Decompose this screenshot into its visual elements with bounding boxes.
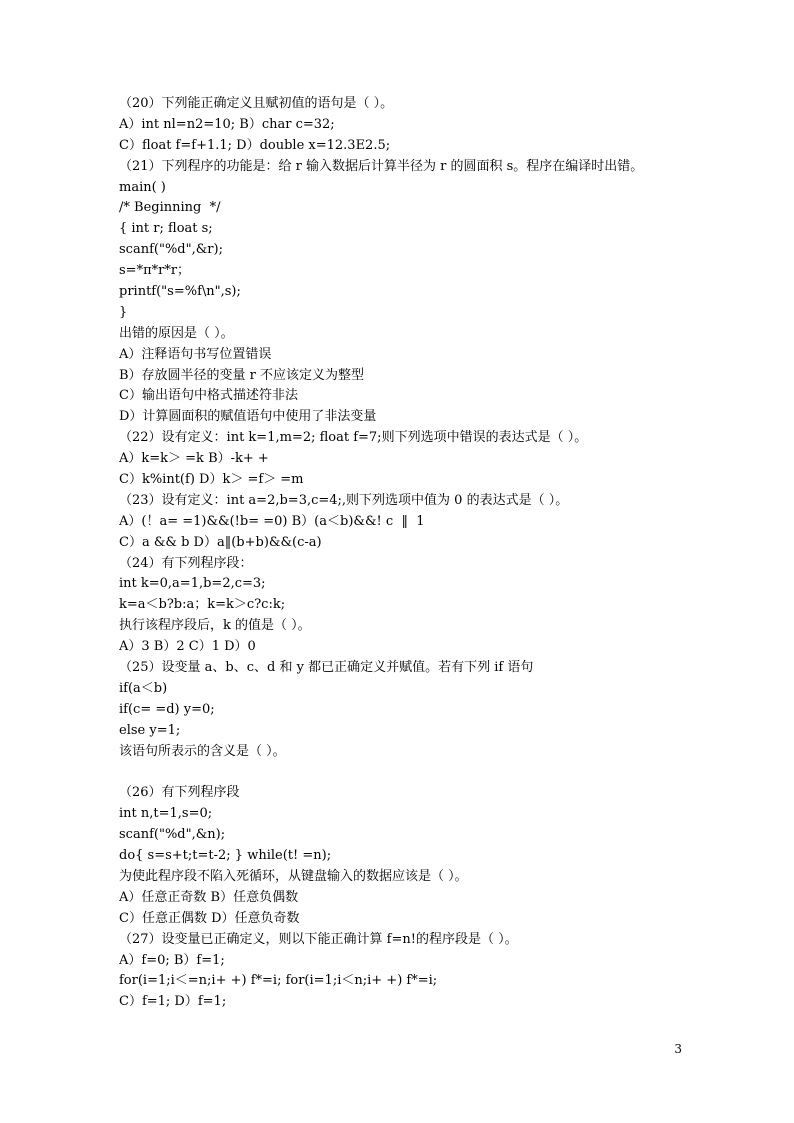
text-line: C）输出语句中格式描述符非法 bbox=[119, 388, 298, 404]
text-line: C）任意正偶数 D）任意负奇数 bbox=[119, 910, 300, 926]
text-line: （24）有下列程序段： bbox=[119, 555, 253, 571]
page-number: 3 bbox=[674, 1042, 682, 1056]
text-line: A）k=k＞ =k B）-k+ + bbox=[119, 451, 269, 467]
text-line: A）(！a= =1)&&(!b= =0) B）(a＜b)&&! c ‖ 1 bbox=[119, 513, 425, 529]
page-content bbox=[119, 94, 699, 1013]
text-line: （25）设变量 a、b、c、d 和 y 都已正确定义并赋值。若有下列 if 语句 bbox=[119, 660, 534, 676]
text-line: { int r; float s; bbox=[119, 221, 213, 237]
text-line: D）计算圆面积的赋值语句中使用了非法变量 bbox=[119, 409, 377, 425]
text-line: B）存放圆半径的变量 r 不应该定义为整型 bbox=[119, 367, 365, 383]
text-line: k=a＜b?b:a；k=k＞c?c:k; bbox=[119, 597, 286, 613]
text-line: scanf("%d",&n); bbox=[119, 827, 226, 843]
text-line: 执行该程序段后，k 的值是（ ）。 bbox=[119, 618, 311, 634]
text-line: s=*π*r*r； bbox=[119, 263, 191, 279]
text-line: 出错的原因是（ ）。 bbox=[119, 325, 234, 341]
text-line bbox=[119, 763, 699, 784]
text-line: } bbox=[119, 304, 128, 320]
text-line: C）f=1; D）f=1; bbox=[119, 994, 227, 1010]
text-line: （23）设有定义：int a=2,b=3,c=4;,则下列选项中值为 0 的表达式是（ ）。 bbox=[119, 492, 569, 508]
text-line: （26）有下列程序段 bbox=[119, 785, 240, 801]
text-line: C）a && b D）a‖(b+b)&&(c-a) bbox=[119, 534, 322, 550]
text-line: C）k%int(f) D）k＞ =f＞ =m bbox=[119, 472, 304, 488]
text-line: （27）设变量已正确定义，则以下能正确计算 f=n!的程序段是（ ）。 bbox=[119, 931, 518, 947]
text-line: int k=0,a=1,b=2,c=3; bbox=[119, 576, 266, 592]
text-line: /* Beginning */ bbox=[119, 200, 221, 216]
text-line: printf("s=%f\n",s); bbox=[119, 284, 241, 300]
text-line: （21）下列程序的功能是：给 r 输入数据后计算半径为 r 的圆面积 s。程序在编译时出错。 bbox=[119, 158, 644, 174]
text-line: for(i=1;i＜=n;i+ +) f*=i; for(i=1;i＜n;i+ +) f*=i; bbox=[119, 973, 438, 989]
text-line: if(c= =d) y=0; bbox=[119, 701, 215, 717]
text-line: scanf("%d",&r); bbox=[119, 242, 223, 258]
text-line: if(a＜b) bbox=[119, 680, 168, 696]
text-line: （22）设有定义：int k=1,m=2; float f=7;则下列选项中错误的表达式是（ ）。 bbox=[119, 430, 588, 446]
text-line: main( ) bbox=[119, 179, 166, 195]
text-line: A）任意正奇数 B）任意负偶数 bbox=[119, 889, 299, 905]
text-line: int n,t=1,s=0; bbox=[119, 806, 213, 822]
text-line: else y=1; bbox=[119, 722, 181, 738]
text-line: 该语句所表示的含义是（ ）。 bbox=[119, 743, 286, 759]
text-line: do{ s=s+t;t=t-2; } while(t! =n); bbox=[119, 848, 332, 864]
text-line: A）3 B）2 C）1 D）0 bbox=[119, 639, 256, 655]
text-line: （20）下列能正确定义且赋初值的语句是（ ）。 bbox=[119, 96, 394, 111]
text-line: 为使此程序段不陷入死循环，从键盘输入的数据应该是（ ）。 bbox=[119, 868, 468, 884]
text-line: A）int nl=n2=10; B）char c=32; bbox=[119, 116, 335, 132]
text-line: A）f=0; B）f=1; bbox=[119, 952, 225, 968]
text-line: A）注释语句书写位置错误 bbox=[119, 346, 272, 362]
text-line: C）float f=f+1.1; D）double x=12.3E2.5; bbox=[119, 137, 391, 153]
